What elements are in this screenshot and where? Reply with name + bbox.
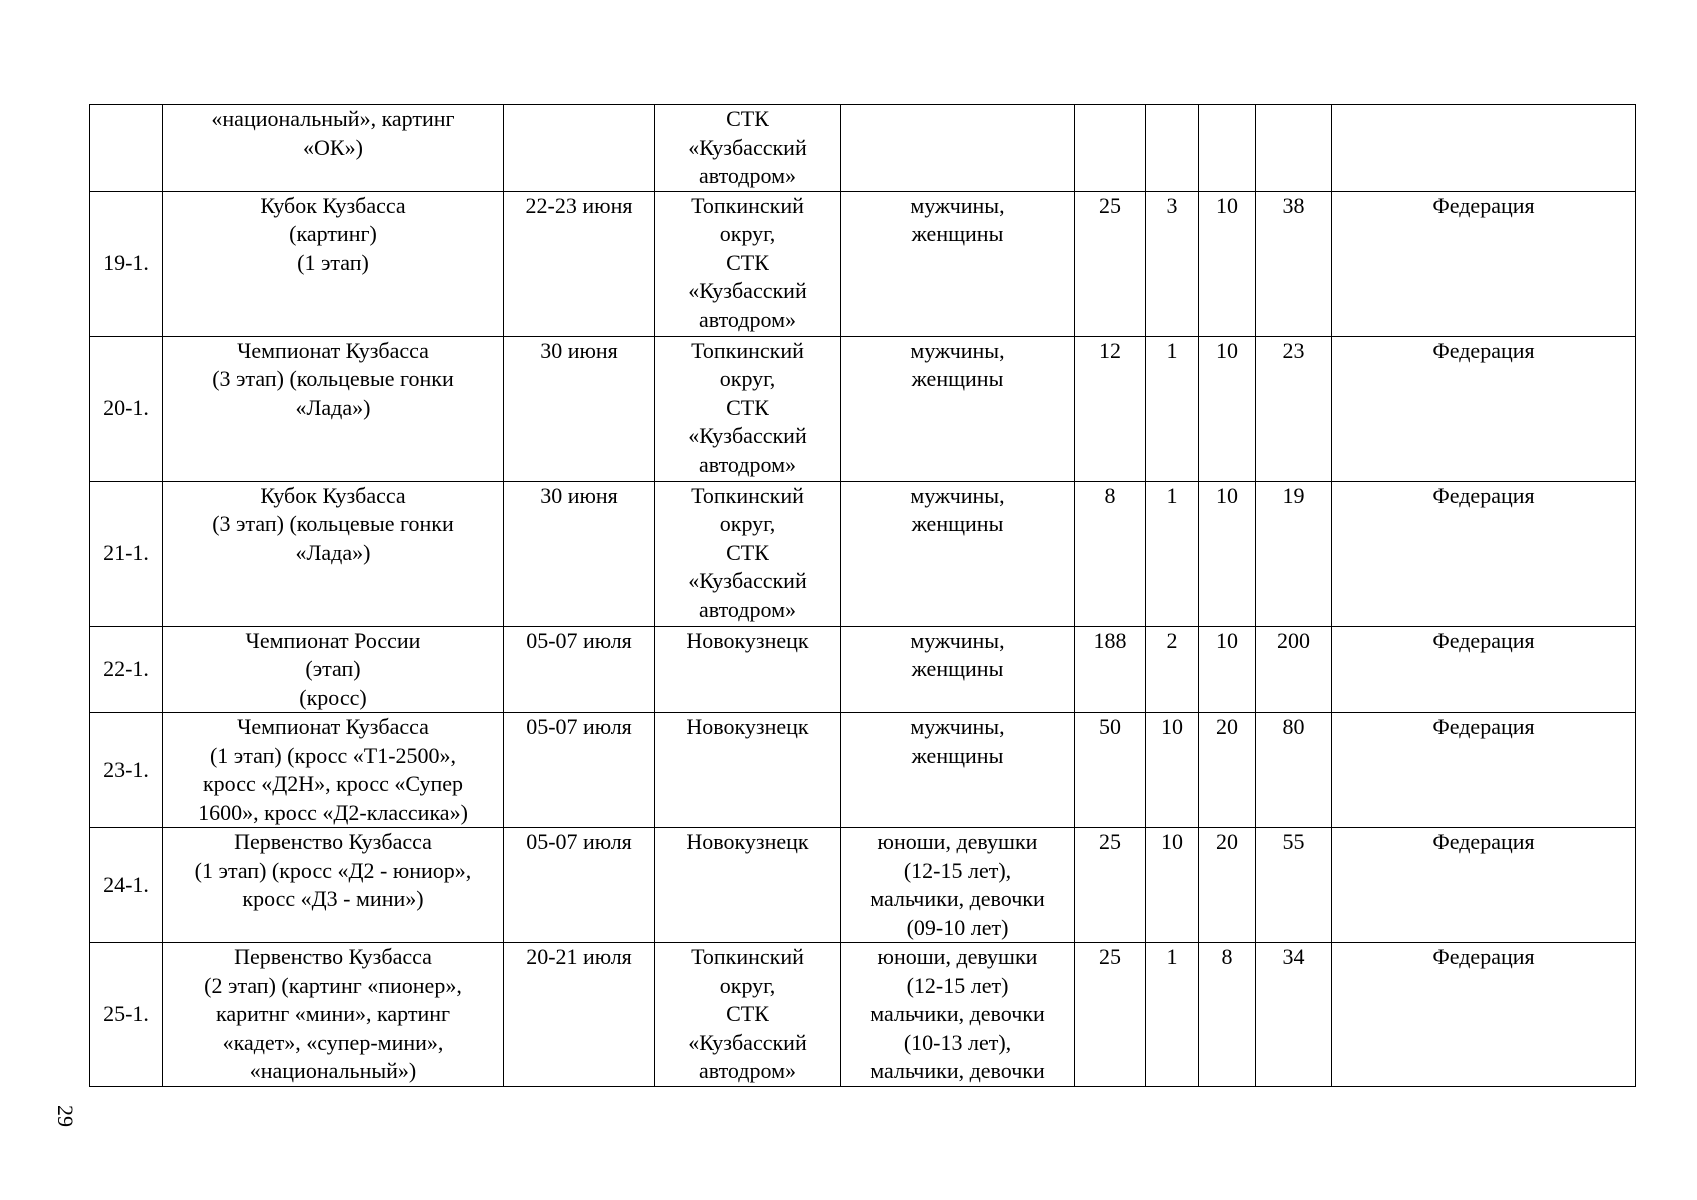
count-col-3-cell: 20 [1199, 713, 1256, 828]
venue-cell: Новокузнецк [655, 626, 841, 713]
participants-cell: юноши, девушки (12-15 лет), мальчики, девочки (09-10 лет) [841, 828, 1075, 943]
participants-cell [841, 105, 1075, 192]
venue-cell: СТК «Кузбасский автодром» [655, 105, 841, 192]
venue-cell: Топкинский округ, СТК «Кузбасский автодром» [655, 943, 841, 1087]
count-col-3-cell: 10 [1199, 626, 1256, 713]
participants-cell: мужчины, женщины [841, 713, 1075, 828]
event-name-cell: Кубок Кузбасса (картинг) (1 этап) [163, 191, 504, 336]
count-col-1-cell: 12 [1075, 336, 1146, 481]
count-total-cell: 55 [1256, 828, 1332, 943]
venue-cell: Топкинский округ, СТК «Кузбасский автодром» [655, 191, 841, 336]
row-number-cell [90, 105, 163, 192]
count-col-2-cell: 3 [1146, 191, 1199, 336]
count-col-2-cell: 10 [1146, 713, 1199, 828]
table-row [90, 713, 1636, 828]
count-col-1-cell: 50 [1075, 713, 1146, 828]
date-cell: 05-07 июля [504, 626, 655, 713]
count-total-cell: 19 [1256, 481, 1332, 626]
table-row [90, 191, 1636, 336]
event-name-cell: Первенство Кузбасса (1 этап) (кросс «Д2 - юниор», кросс «Д3 - мини») [163, 828, 504, 943]
count-col-1-cell: 25 [1075, 943, 1146, 1087]
row-number-cell: 22-1. [90, 626, 163, 713]
count-col-2-cell: 1 [1146, 943, 1199, 1087]
event-name-cell: Первенство Кузбасса (2 этап) (картинг «пионер», каритнг «мини», картинг «кадет», «супер-мини», «национальный») [163, 943, 504, 1087]
count-col-3-cell: 20 [1199, 828, 1256, 943]
count-col-3-cell: 8 [1199, 943, 1256, 1087]
date-cell: 30 июня [504, 481, 655, 626]
events-table [89, 104, 1636, 1087]
count-col-2-cell: 1 [1146, 336, 1199, 481]
table-row [90, 105, 1636, 192]
count-col-3-cell [1199, 105, 1256, 192]
count-total-cell: 80 [1256, 713, 1332, 828]
count-total-cell: 38 [1256, 191, 1332, 336]
row-number-cell: 20-1. [90, 336, 163, 481]
date-cell: 22-23 июня [504, 191, 655, 336]
row-number-cell: 21-1. [90, 481, 163, 626]
count-col-1-cell [1075, 105, 1146, 192]
organizer-cell: Федерация [1332, 481, 1636, 626]
organizer-cell: Федерация [1332, 626, 1636, 713]
row-number-cell: 24-1. [90, 828, 163, 943]
count-col-1-cell: 25 [1075, 828, 1146, 943]
event-name-cell: «национальный», картинг «ОК») [163, 105, 504, 192]
participants-cell: мужчины, женщины [841, 481, 1075, 626]
count-col-3-cell: 10 [1199, 191, 1256, 336]
count-col-1-cell: 188 [1075, 626, 1146, 713]
date-cell [504, 105, 655, 192]
event-name-cell: Чемпионат России (этап) (кросс) [163, 626, 504, 713]
date-cell: 05-07 июля [504, 828, 655, 943]
date-cell: 20-21 июля [504, 943, 655, 1087]
row-number-cell: 25-1. [90, 943, 163, 1087]
table-row [90, 481, 1636, 626]
event-name-cell: Чемпионат Кузбасса (3 этап) (кольцевые гонки «Лада») [163, 336, 504, 481]
row-number-cell: 19-1. [90, 191, 163, 336]
participants-cell: юноши, девушки (12-15 лет) мальчики, девочки (10-13 лет), мальчики, девочки [841, 943, 1075, 1087]
date-cell: 30 июня [504, 336, 655, 481]
venue-cell: Новокузнецк [655, 828, 841, 943]
participants-cell: мужчины, женщины [841, 336, 1075, 481]
count-col-3-cell: 10 [1199, 481, 1256, 626]
page-number: 29 [53, 1105, 78, 1127]
organizer-cell: Федерация [1332, 943, 1636, 1087]
count-col-2-cell: 10 [1146, 828, 1199, 943]
table-row [90, 828, 1636, 943]
count-col-2-cell: 2 [1146, 626, 1199, 713]
count-total-cell: 23 [1256, 336, 1332, 481]
event-name-cell: Чемпионат Кузбасса (1 этап) (кросс «Т1-2500», кросс «Д2Н», кросс «Супер 1600», кросс «Д2-классика») [163, 713, 504, 828]
participants-cell: мужчины, женщины [841, 626, 1075, 713]
participants-cell: мужчины, женщины [841, 191, 1075, 336]
table-row [90, 943, 1636, 1087]
venue-cell: Топкинский округ, СТК «Кузбасский автодром» [655, 336, 841, 481]
organizer-cell: Федерация [1332, 828, 1636, 943]
count-col-1-cell: 8 [1075, 481, 1146, 626]
count-total-cell: 34 [1256, 943, 1332, 1087]
venue-cell: Новокузнецк [655, 713, 841, 828]
count-total-cell [1256, 105, 1332, 192]
date-cell: 05-07 июля [504, 713, 655, 828]
count-col-3-cell: 10 [1199, 336, 1256, 481]
count-col-2-cell [1146, 105, 1199, 192]
table-row [90, 336, 1636, 481]
organizer-cell: Федерация [1332, 336, 1636, 481]
event-name-cell: Кубок Кузбасса (3 этап) (кольцевые гонки «Лада») [163, 481, 504, 626]
table-row [90, 626, 1636, 713]
venue-cell: Топкинский округ, СТК «Кузбасский автодром» [655, 481, 841, 626]
row-number-cell: 23-1. [90, 713, 163, 828]
count-col-1-cell: 25 [1075, 191, 1146, 336]
organizer-cell: Федерация [1332, 713, 1636, 828]
organizer-cell: Федерация [1332, 191, 1636, 336]
organizer-cell [1332, 105, 1636, 192]
count-total-cell: 200 [1256, 626, 1332, 713]
count-col-2-cell: 1 [1146, 481, 1199, 626]
